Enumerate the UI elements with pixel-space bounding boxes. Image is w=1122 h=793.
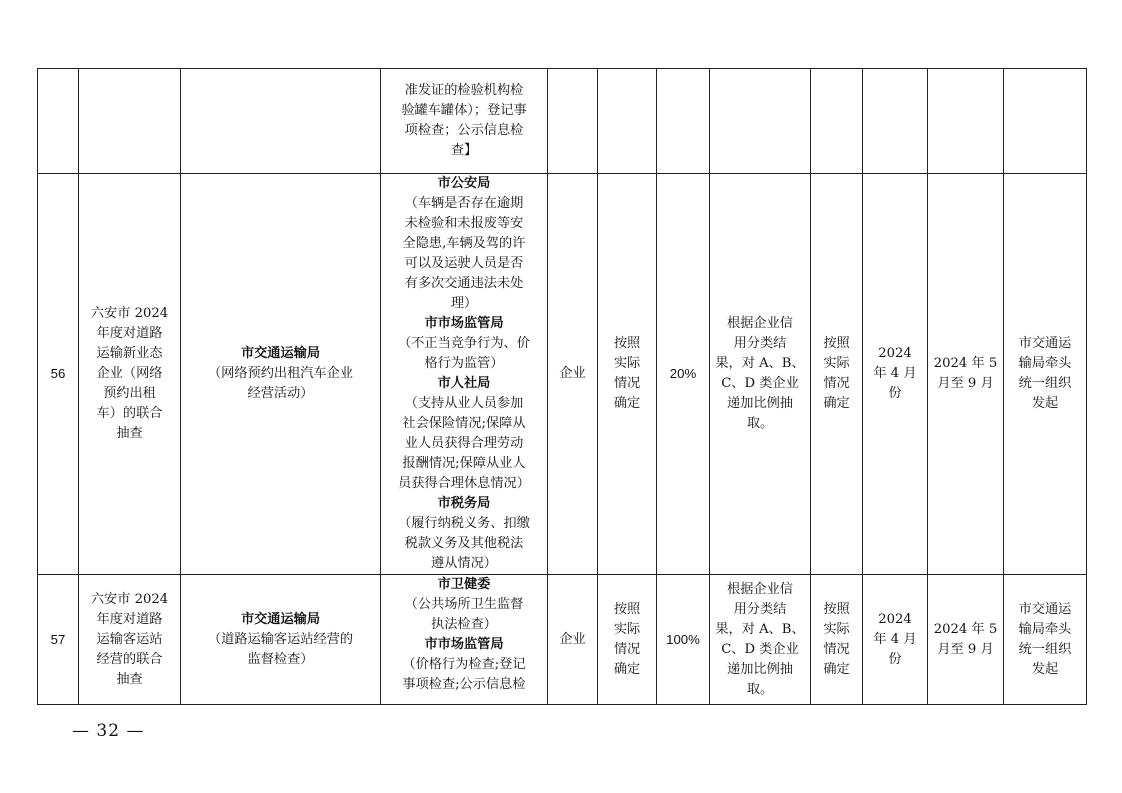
cell-method [710, 575, 811, 705]
text-line: 取。 [746, 416, 774, 431]
text-line: 2024 年 5 [933, 621, 998, 637]
text-line: 经营的联合 [96, 651, 163, 667]
text-line: 用分类结 [733, 336, 787, 351]
cell-quota [811, 174, 863, 575]
cell-start [863, 575, 928, 705]
text-line: 实际 [823, 356, 850, 371]
text-line: 企业（网络 [96, 366, 163, 381]
text-line: 运输新业态 [96, 346, 163, 361]
cell-lead: 市交通运输局 （道路运输客运站经营的 监督检查） [181, 575, 381, 705]
text-line: 理） [450, 296, 478, 311]
cell-quota [811, 575, 863, 705]
text-line: 统一组织 [1018, 641, 1072, 657]
lead-dept: 市交通运输局 [240, 611, 321, 627]
text-line: 实际 [823, 621, 850, 637]
inspection-table [37, 68, 1087, 705]
text-line: 递加比例抽 [727, 661, 793, 677]
dept-name: 市税务局 [437, 496, 491, 511]
text-line: 用分类结 [733, 601, 787, 617]
text-line: 格行为监管） [424, 356, 504, 371]
cell-start [863, 174, 928, 575]
text-line: （公共场所卫生监督 [404, 597, 524, 612]
text-line: 情况 [823, 641, 850, 657]
text-line: 年度对道路 [96, 611, 163, 627]
text-line: 运输客运站 [96, 631, 163, 647]
text-line: 统一组织 [1018, 376, 1072, 391]
text-line: 根据企业信 [727, 316, 793, 331]
text-line: （车辆是否存在逾期 [404, 196, 524, 211]
text-line: 月至 9 月 [937, 641, 994, 657]
text-line: C、D 类企业 [721, 376, 799, 391]
text-line: （不正当竞争行为、价 [398, 336, 530, 351]
text-line: 输局牵头 [1018, 621, 1072, 637]
dept-name: 市卫健委 [437, 577, 491, 592]
text-line: 发起 [1031, 396, 1059, 411]
text-line: 情况 [823, 376, 850, 391]
table-row [38, 174, 1087, 575]
text-line: 月至 9 月 [937, 376, 994, 391]
text-line: 情况 [613, 376, 641, 391]
text-line: 情况 [613, 641, 641, 657]
text-line: 份 [888, 386, 902, 401]
cell-no [38, 69, 79, 174]
cell-no: 56 [38, 174, 79, 575]
text-line: 根据企业信 [727, 581, 793, 597]
text-line: 查】 [450, 143, 478, 158]
cell-name [79, 174, 181, 575]
text-line: 按照 [823, 601, 850, 617]
text-line: 果，对 A、B、 [715, 621, 805, 637]
text-line: 2024 年 5 [933, 356, 998, 371]
cell-count [598, 174, 657, 575]
cell-period [928, 575, 1004, 705]
table-row [38, 575, 1087, 705]
text-line: 全隐患,车辆及驾的许 [402, 236, 526, 251]
page-number: — 32 — [72, 721, 145, 741]
text-line: 社会保险情况;保障从 [402, 416, 526, 431]
text-line: 执法检查） [431, 617, 497, 632]
dept-name: 市人社局 [437, 376, 491, 391]
text-line: 抽查 [116, 671, 143, 687]
text-line: 确定 [613, 661, 641, 677]
text-line: 六安市 2024 [90, 591, 169, 607]
dept-name: 市市场监管局 [424, 316, 504, 331]
text-line: 按照 [613, 336, 641, 351]
text-line: 确定 [613, 396, 641, 411]
text-line: 未检验和未报废等安 [404, 216, 524, 231]
text-line: 可以及运驶人员是否 [404, 256, 524, 271]
dept-name: 市市场监管局 [424, 637, 504, 652]
cell-items [381, 69, 548, 174]
cell-count [598, 575, 657, 705]
cell-method [710, 174, 811, 575]
text-line: 果，对 A、B、 [715, 356, 805, 371]
text-line: 递加比例抽 [727, 396, 793, 411]
text-line: 税款义务及其他税法 [404, 536, 524, 551]
text-line: 项检查；公示信息检 [404, 123, 524, 138]
text-line: 有多次交通违法未处 [404, 276, 524, 291]
text-line: 年 4 月 [873, 366, 917, 381]
text-line: 员获得合理休息情况） [398, 476, 530, 491]
text-line: 发起 [1031, 661, 1059, 677]
text-line: 报酬情况;保障从业人 [402, 456, 526, 471]
text-line: 确定 [823, 396, 850, 411]
text-line: 年度对道路 [96, 326, 163, 341]
text-line: （价格行为检查;登记 [402, 657, 526, 672]
text-line: 六安市 2024 [90, 306, 169, 321]
text-line: 实际 [613, 356, 641, 371]
text-line: 遵从情况） [431, 556, 497, 571]
text-line: C、D 类企业 [721, 641, 799, 657]
text-line: 准发证的检验机构检 [404, 83, 524, 98]
text-line: 验罐车罐体）；登记事 [401, 103, 527, 118]
text-line: 实际 [613, 621, 641, 637]
text-line: 市交通运 [1018, 336, 1072, 351]
cell-items [381, 575, 548, 705]
cell-remark [1004, 575, 1087, 705]
cell-name [79, 575, 181, 705]
text-line: 按照 [823, 336, 850, 351]
cell-lead: 市交通运输局 （网络预约出租汽车企业 经营活动） [181, 174, 381, 575]
text-line: （履行纳税义务、扣缴 [398, 516, 530, 531]
text-line: 预约出租 [103, 386, 156, 401]
cell-ratio: 20% [657, 174, 710, 575]
cell-lead [181, 69, 381, 174]
text-line: 市交通运 [1018, 601, 1072, 617]
text-line: 份 [888, 651, 902, 667]
cell-ratio: 100% [657, 575, 710, 705]
cell-no: 57 [38, 575, 79, 705]
cell-items [381, 174, 548, 575]
cell-name [79, 69, 181, 174]
text-line: 确定 [823, 661, 850, 677]
text-line: 2024 [878, 346, 912, 361]
text-line: 抽查 [116, 426, 143, 441]
text-line: 2024 [878, 611, 912, 627]
text-line: （支持从业人员参加 [404, 396, 524, 411]
text-line: 车）的联合 [96, 406, 163, 421]
text-line: 事项检查;公示信息检 [402, 677, 526, 692]
cell-remark [1004, 174, 1087, 575]
text-line: 输局牵头 [1018, 356, 1072, 371]
cell-object: 企业 [548, 174, 598, 575]
text-line: 按照 [613, 601, 641, 617]
text-line: 业人员获得合理劳动 [404, 436, 524, 451]
dept-name: 市公安局 [437, 176, 491, 191]
text-line: 年 4 月 [873, 631, 917, 647]
text-line: 取。 [746, 681, 774, 697]
table-row [38, 69, 1087, 174]
cell-period [928, 174, 1004, 575]
cell-object: 企业 [548, 575, 598, 705]
lead-dept: 市交通运输局 [240, 346, 321, 361]
